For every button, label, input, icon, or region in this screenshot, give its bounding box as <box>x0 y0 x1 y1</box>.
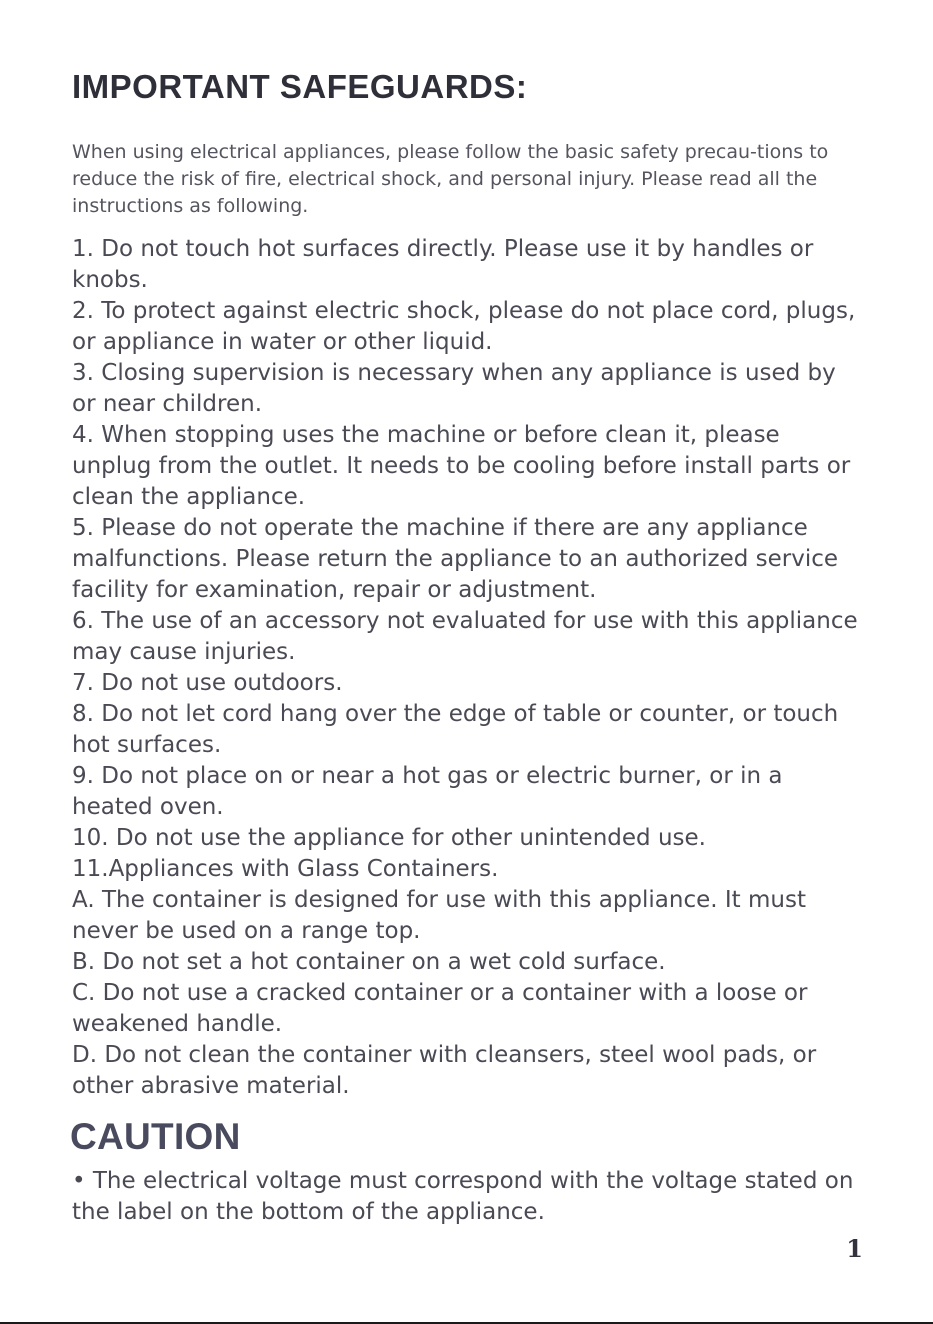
list-item: 1. Do not touch hot surfaces directly. Please use it by handles or knobs. <box>72 236 814 293</box>
caution-heading: CAUTION <box>70 1116 241 1157</box>
list-item: 3. Closing supervision is necessary when any appliance is used by or near children. <box>72 360 836 417</box>
intro-paragraph: When using electrical appliances, please follow the basic safety precau-tions to reduce the risk of fire, electrical shock, and personal injury. Please read all the instructions as following. <box>72 141 829 217</box>
list-item: 8. Do not let cord hang over the edge of table or counter, or touch hot surfaces. <box>72 701 839 758</box>
list-item: 10. Do not use the appliance for other unintended use. <box>72 825 706 851</box>
list-item: 2. To protect against electric shock, please do not place cord, plugs, or appliance in water or other liquid. <box>72 298 856 355</box>
list-item: A. The container is designed for use with this appliance. It must never be used on a range top. <box>72 887 806 944</box>
list-item: D. Do not clean the container with cleansers, steel wool pads, or other abrasive material. <box>72 1042 817 1099</box>
list-item: 5. Please do not operate the machine if there are any appliance malfunctions. Please return the appliance to an authorized service facility for examination, repair or adjustment. <box>72 515 839 603</box>
page-number: 1 <box>846 1234 863 1263</box>
list-item: 9. Do not place on or near a hot gas or electric burner, or in a heated oven. <box>72 763 783 820</box>
list-item: 7. Do not use outdoors. <box>72 670 343 696</box>
caution-text: • The electrical voltage must correspond with the voltage stated on the label on the bottom of the appliance. <box>72 1168 854 1225</box>
list-item: 11.Appliances with Glass Containers. <box>72 856 499 882</box>
list-item: 6. The use of an accessory not evaluated for use with this appliance may cause injuries. <box>72 608 858 665</box>
list-item: 4. When stopping uses the machine or before clean it, please unplug from the outlet. It needs to be cooling before install parts or clean the appliance. <box>72 422 851 510</box>
list-item: C. Do not use a cracked container or a container with a loose or weakened handle. <box>72 980 808 1037</box>
safeguards-list <box>72 234 862 1102</box>
list-item: B. Do not set a hot container on a wet cold surface. <box>72 949 666 975</box>
page-title: IMPORTANT SAFEGUARDS: <box>72 68 528 105</box>
